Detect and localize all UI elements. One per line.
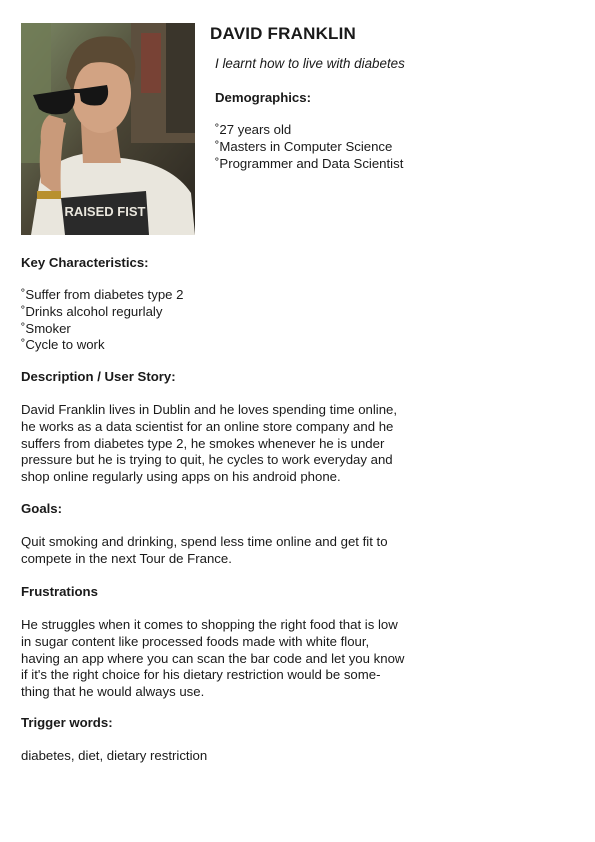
frustrations-line: if it's the right choice for his dietary restriction would be some- [21,667,381,683]
description-line: he works as a data scientist for an online store company and he [21,418,394,434]
demographics-item-education: ˚Masters in Computer Science [215,138,393,154]
key-characteristic-item: ˚Cycle to work [21,337,105,353]
demographics-heading: Demographics: [215,90,311,105]
description-line: shop online regularly using apps on his android phone. [21,469,341,485]
demographics-item-age: ˚27 years old [215,122,292,137]
key-characteristic-item: ˚Drinks alcohol regurlaly [21,303,163,319]
frustrations-line: He struggles when it comes to shopping the right food that is low [21,617,398,632]
persona-photo-illustration [21,23,195,235]
frustrations-line: having an app where you can scan the bar code and let you know [21,650,405,666]
frustrations-heading: Frustrations [21,584,98,599]
persona-tagline: I learnt how to live with diabetes [215,56,405,71]
key-characteristics-heading: Key Characteristics: [21,255,149,270]
goals-heading: Goals: [21,501,63,516]
description-heading: Description / User Story: [21,369,176,384]
key-characteristic-item: ˚Smoker [21,320,71,336]
description-line: suffers from diabetes type 2, he smokes whenever he is under [21,435,385,451]
description-line: David Franklin lives in Dublin and he loves spending time online, [21,402,398,417]
key-characteristic-item: ˚Suffer from diabetes type 2 [21,287,184,302]
goals-line: Quit smoking and drinking, spend less time online and get fit to [21,534,388,549]
frustrations-line: thing that he would always use. [21,684,205,700]
goals-text [21,534,441,568]
trigger-words-text: diabetes, diet, dietary restriction [21,748,208,763]
trigger-words-heading: Trigger words: [21,715,113,730]
persona-name: DAVID FRANKLIN [210,24,357,43]
persona-photo [21,23,195,235]
key-characteristics-list [21,287,184,354]
frustrations-text [21,617,441,701]
shirt-print-text: RAISED FIST [64,204,146,219]
demographics-item-occupation: ˚Programmer and Data Scientist [215,155,404,171]
demographics-list [215,122,403,172]
description-line: pressure but he is trying to quit, he cycles to work everyday and [21,452,393,468]
frustrations-line: in sugar content like processed foods made with white flour, [21,633,370,649]
goals-line: compete in the next Tour de France. [21,550,232,566]
description-text [21,402,441,486]
